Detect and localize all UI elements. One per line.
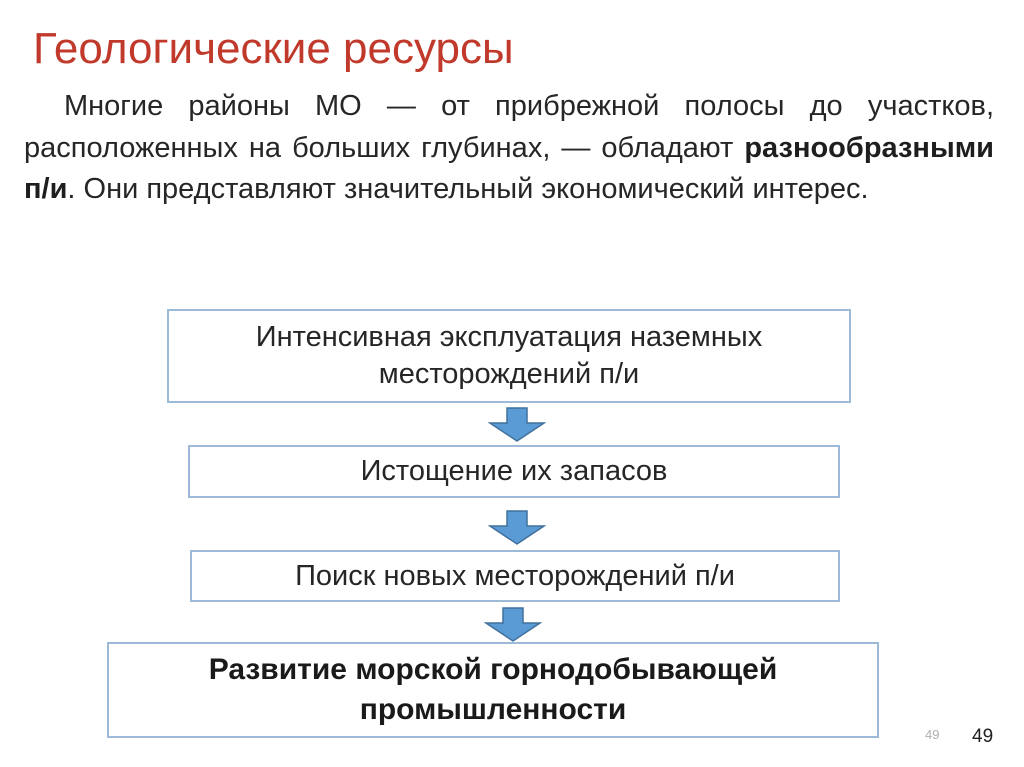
flow-step-3-label: Поиск новых месторождений п/и [295, 559, 735, 592]
paragraph-emphasis: разнообразными п/и [24, 131, 994, 205]
intro-paragraph [24, 86, 994, 211]
slide-title: Геологические ресурсы [33, 24, 514, 73]
arrow-down-icon [488, 510, 546, 546]
flow-step-4 [107, 642, 879, 738]
flow-step-4-line-1: Развитие морской горнодобывающей [208, 653, 778, 686]
paragraph-tail: . Они представляют значительный экономический интерес. [67, 173, 869, 205]
flow-step-1-line-1: Интенсивная эксплуатация наземных [255, 321, 763, 353]
flow-step-1 [167, 309, 851, 403]
flow-step-2-label: Истощение их запасов [360, 455, 668, 487]
arrow-down-icon [484, 607, 542, 643]
page-number: 49 [972, 726, 994, 747]
arrow-down-icon [488, 407, 546, 443]
flow-step-1-line-2: месторождений п/и [378, 358, 640, 390]
flow-step-3 [190, 550, 840, 602]
flow-step-2 [188, 445, 840, 498]
flow-step-4-line-2: промышленности [359, 693, 627, 726]
paragraph-lead: Многие районы МО — от прибрежной полосы до участков, расположенных на больших глубинах, — обладают [24, 90, 994, 164]
page-number-faint: 49 [925, 727, 940, 742]
